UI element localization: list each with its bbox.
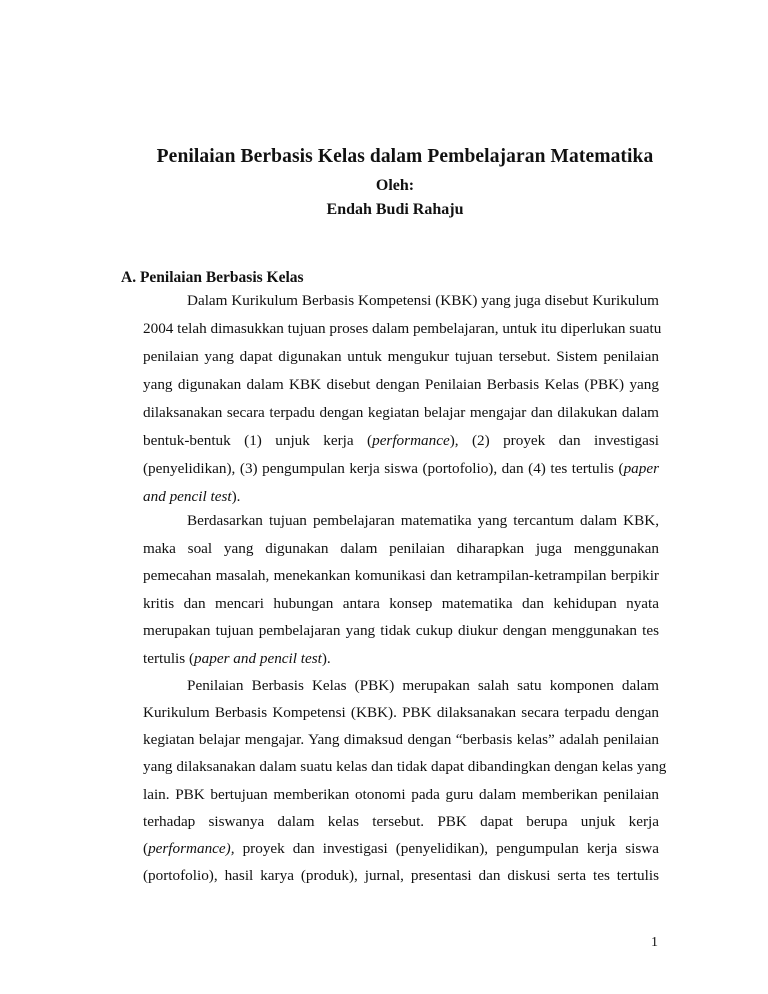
text-segment: proyek dan investigasi (penyelidikan), pengumpulan kerja siswa: [234, 840, 659, 857]
text-segment: ), (2) proyek dan investigasi: [449, 432, 659, 449]
byline-label: Oleh:: [375, 177, 415, 194]
body-line: (portofolio), hasil karya (produk), jurnal, presentasi dan diskusi serta tes tertulis: [143, 867, 659, 884]
text-segment: (: [143, 840, 149, 857]
italic-term: paper: [623, 460, 659, 477]
body-line: [143, 488, 659, 506]
body-line: [143, 650, 659, 668]
body-line: yang dilaksanakan dalam suatu kelas dan tidak dapat dibandingkan dengan kelas yang: [143, 758, 667, 775]
text-segment: tertulis (: [143, 650, 195, 667]
body-line: Berdasarkan tujuan pembelajaran matematika yang tercantum dalam KBK,: [187, 512, 659, 529]
page-number: 1: [651, 935, 658, 950]
body-line: maka soal yang digunakan dalam penilaian diharapkan juga menggunakan: [143, 540, 659, 557]
italic-term: performance),: [148, 840, 235, 857]
document-title: Penilaian Berbasis Kelas dalam Pembelajaran Matematika: [156, 146, 654, 167]
text-segment: bentuk-bentuk (1) unjuk kerja (: [143, 432, 373, 449]
text-segment: ).: [321, 650, 331, 667]
body-line: dilaksanakan secara terpadu dengan kegiatan belajar mengajar dan dilakukan dalam: [143, 404, 659, 421]
author-name: Endah Budi Rahaju: [326, 201, 464, 218]
body-line: kritis dan mencari hubungan antara konsep matematika dan kehidupan nyata: [143, 595, 659, 612]
body-line: Penilaian Berbasis Kelas (PBK) merupakan salah satu komponen dalam: [187, 677, 659, 694]
italic-term: performance: [372, 432, 450, 449]
body-line: Kurikulum Berbasis Kompetensi (KBK). PBK dilaksanakan secara terpadu dengan: [143, 704, 659, 721]
body-line: [143, 432, 659, 450]
body-line: lain. PBK bertujuan memberikan otonomi pada guru dalam memberikan penilaian: [143, 786, 659, 803]
italic-term: paper and pencil test: [194, 650, 322, 667]
body-line: Dalam Kurikulum Berbasis Kompetensi (KBK) yang juga disebut Kurikulum: [187, 292, 659, 309]
text-segment: (penyelidikan), (3) pengumpulan kerja siswa (portofolio), dan (4) tes tertulis (: [143, 460, 624, 477]
body-line: 2004 telah dimasukkan tujuan proses dalam pembelajaran, untuk itu diperlukan suatu: [143, 320, 662, 337]
text-segment: ).: [231, 488, 241, 505]
body-line: merupakan tujuan pembelajaran yang tidak cukup diukur dengan menggunakan tes: [143, 622, 659, 639]
italic-term: and pencil test: [143, 488, 232, 505]
body-line: pemecahan masalah, menekankan komunikasi dan ketrampilan-ketrampilan berpikir: [143, 567, 659, 584]
body-line: yang digunakan dalam KBK disebut dengan Penilaian Berbasis Kelas (PBK) yang: [143, 376, 659, 393]
body-line: [143, 840, 659, 858]
body-line: terhadap siswanya dalam kelas tersebut. PBK dapat berupa unjuk kerja: [143, 813, 659, 830]
section-heading: A. Penilaian Berbasis Kelas: [121, 269, 304, 286]
body-line: kegiatan belajar mengajar. Yang dimaksud dengan “berbasis kelas” adalah penilaian: [143, 731, 659, 748]
body-line: penilaian yang dapat digunakan untuk mengukur tujuan tersebut. Sistem penilaian: [143, 348, 659, 365]
body-line: [143, 460, 659, 478]
